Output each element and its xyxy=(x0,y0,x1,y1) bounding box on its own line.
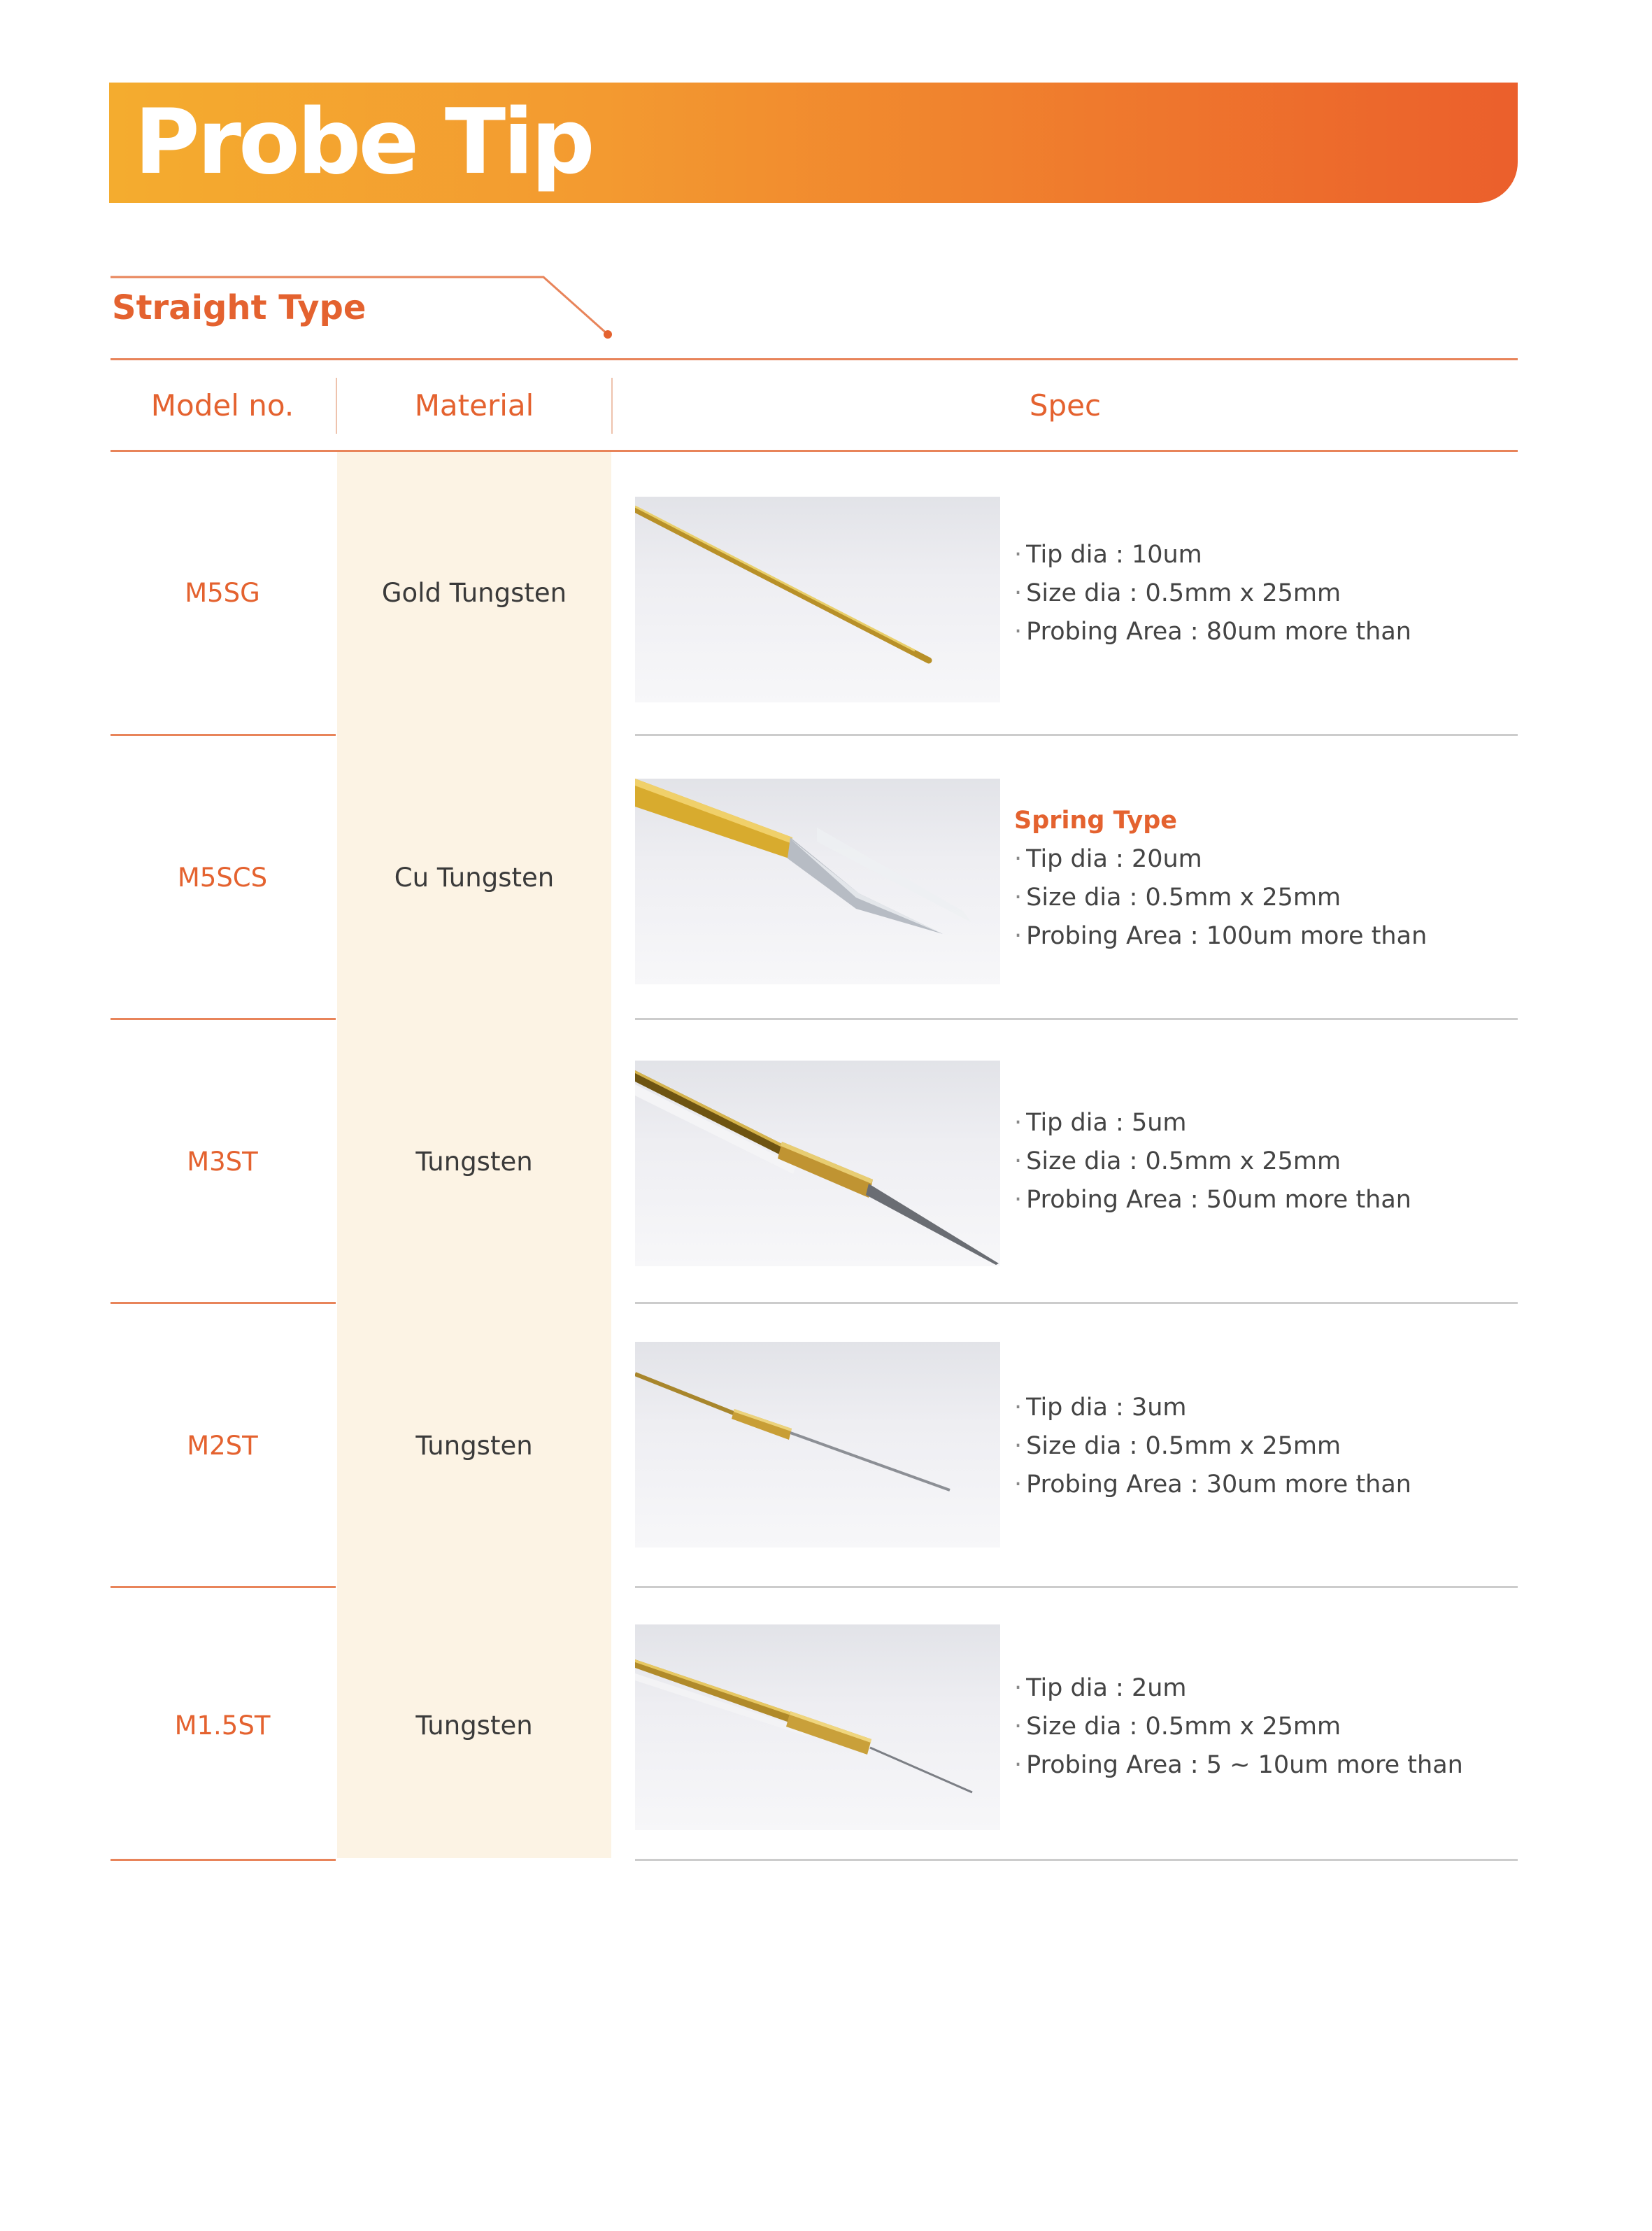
spec-line: Probing Area : 80um more than xyxy=(1026,618,1411,646)
spec-list: · Tip dia : 3um · Size dia : 0.5mm x 25mm · Probing Area : 30um more than xyxy=(1014,1394,1411,1499)
row-rule xyxy=(635,1302,1518,1304)
row-rule xyxy=(111,1302,336,1304)
model-number: M2ST xyxy=(187,1431,258,1461)
probe-tip-photo xyxy=(635,497,1000,702)
spec-line: Tip dia : 3um xyxy=(1026,1394,1187,1422)
column-header-spec: Spec xyxy=(1029,388,1102,423)
spec-line: Size dia : 0.5mm x 25mm xyxy=(1026,884,1341,912)
row-rule xyxy=(111,1586,336,1588)
title-banner xyxy=(109,83,1518,203)
spec-list: · Tip dia : 10um · Size dia : 0.5mm x 25mm · Probing Area : 80um more than xyxy=(1014,541,1411,646)
page-title: Probe Tip xyxy=(134,90,592,194)
row-rule xyxy=(635,734,1518,736)
spec-line: Size dia : 0.5mm x 25mm xyxy=(1026,1147,1341,1175)
row-rule xyxy=(111,1018,336,1020)
row-rule xyxy=(111,734,336,736)
probe-tip-photo xyxy=(635,779,1000,984)
spec-type-label: Spring Type xyxy=(1014,807,1178,835)
model-number: M5SCS xyxy=(177,863,268,893)
spec-line: Size dia : 0.5mm x 25mm xyxy=(1026,1432,1341,1460)
spec-line: Tip dia : 10um xyxy=(1026,541,1202,569)
spec-line: Tip dia : 5um xyxy=(1026,1109,1187,1137)
spec-line: Tip dia : 20um xyxy=(1026,845,1202,873)
model-number: M5SG xyxy=(185,578,260,608)
column-header-material: Material xyxy=(414,388,534,423)
table-top-rule xyxy=(111,358,1518,360)
table-header-rule xyxy=(111,450,1518,452)
spec-list: Spring Type · Tip dia : 20um · Size dia : 0.5mm x 25mm · Probing Area : 100um more than xyxy=(1014,802,1427,956)
material-name: Tungsten xyxy=(415,1147,533,1177)
row-rule xyxy=(635,1586,1518,1588)
probe-tip-photo xyxy=(635,1624,1000,1830)
material-name: Cu Tungsten xyxy=(394,863,555,893)
row-rule xyxy=(111,1859,336,1861)
material-name: Tungsten xyxy=(415,1431,533,1461)
model-number: M3ST xyxy=(187,1147,258,1177)
spec-line: Probing Area : 30um more than xyxy=(1026,1471,1411,1499)
probe-tip-photo xyxy=(635,1061,1000,1266)
spec-line: Probing Area : 5 ~ 10um more than xyxy=(1026,1751,1463,1779)
spec-list: · Tip dia : 5um · Size dia : 0.5mm x 25mm · Probing Area : 50um more than xyxy=(1014,1109,1411,1214)
column-header-model: Model no. xyxy=(150,388,294,423)
material-name: Gold Tungsten xyxy=(381,578,567,608)
probe-tip-photo xyxy=(635,1342,1000,1547)
spec-line: Probing Area : 100um more than xyxy=(1026,922,1427,950)
spec-list: · Tip dia : 2um · Size dia : 0.5mm x 25mm · Probing Area : 5 ~ 10um more than xyxy=(1014,1674,1463,1779)
row-rule xyxy=(635,1859,1518,1861)
spec-line: Tip dia : 2um xyxy=(1026,1674,1187,1702)
row-rule xyxy=(635,1018,1518,1020)
model-number: M1.5ST xyxy=(174,1711,271,1741)
spec-line: Size dia : 0.5mm x 25mm xyxy=(1026,1713,1341,1741)
spec-line: Probing Area : 50um more than xyxy=(1026,1186,1411,1214)
spec-line: Size dia : 0.5mm x 25mm xyxy=(1026,579,1341,607)
material-name: Tungsten xyxy=(415,1711,533,1741)
section-title: Straight Type xyxy=(112,288,366,327)
